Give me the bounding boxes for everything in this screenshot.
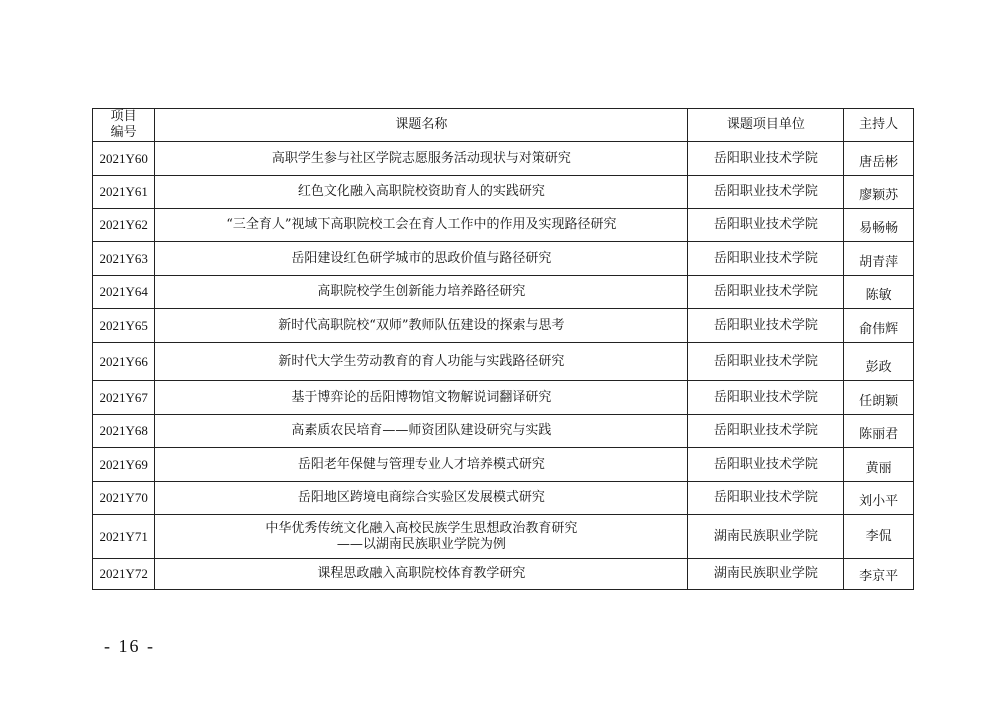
cell-project-title: 课程思政融入高职院校体育教学研究: [155, 559, 688, 590]
cell-project-unit: 岳阳职业技术学院: [688, 482, 844, 515]
cell-project-title: 岳阳建设红色研学城市的思政价值与路径研究: [155, 242, 688, 276]
cell-project-host: 李京平: [844, 559, 914, 590]
cell-project-title: 新时代高职院校“双师”教师队伍建设的探索与思考: [155, 309, 688, 343]
table-row: [93, 415, 914, 448]
cell-project-unit: 岳阳职业技术学院: [688, 142, 844, 176]
project-table: [92, 108, 914, 590]
header-project-host: 主持人: [844, 109, 914, 142]
cell-project-title: 高素质农民培育——师资团队建设研究与实践: [155, 415, 688, 448]
cell-project-id: 2021Y66: [93, 343, 155, 381]
cell-project-id: 2021Y64: [93, 276, 155, 309]
table-row: [93, 343, 914, 381]
cell-project-host: 陈丽君: [844, 415, 914, 448]
cell-project-title: 岳阳地区跨境电商综合实验区发展模式研究: [155, 482, 688, 515]
cell-project-unit: 岳阳职业技术学院: [688, 309, 844, 343]
cell-project-title: 新时代大学生劳动教育的育人功能与实践路径研究: [155, 343, 688, 381]
table-row: [93, 142, 914, 176]
cell-project-unit: 岳阳职业技术学院: [688, 242, 844, 276]
cell-project-unit: 岳阳职业技术学院: [688, 276, 844, 309]
cell-project-host: 彭政: [844, 343, 914, 381]
header-project-id: 项目 编号: [93, 109, 155, 142]
cell-project-title: 基于博弈论的岳阳博物馆文物解说词翻译研究: [155, 381, 688, 415]
cell-project-host: 俞伟辉: [844, 309, 914, 343]
table-row: [93, 209, 914, 242]
table-row: [93, 242, 914, 276]
cell-project-unit: 岳阳职业技术学院: [688, 209, 844, 242]
cell-project-id: 2021Y71: [93, 515, 155, 559]
cell-project-host: 黄丽: [844, 448, 914, 482]
cell-project-id: 2021Y61: [93, 176, 155, 209]
cell-project-id: 2021Y72: [93, 559, 155, 590]
table-row: [93, 482, 914, 515]
cell-project-host: 唐岳彬: [844, 142, 914, 176]
cell-project-host: 廖颖苏: [844, 176, 914, 209]
cell-project-unit: 岳阳职业技术学院: [688, 176, 844, 209]
cell-project-host: 胡青萍: [844, 242, 914, 276]
cell-project-unit: 湖南民族职业学院: [688, 559, 844, 590]
cell-project-title: 高职学生参与社区学院志愿服务活动现状与对策研究: [155, 142, 688, 176]
cell-project-id: 2021Y70: [93, 482, 155, 515]
cell-project-id: 2021Y62: [93, 209, 155, 242]
cell-project-title: 岳阳老年保健与管理专业人才培养模式研究: [155, 448, 688, 482]
cell-project-unit: 岳阳职业技术学院: [688, 415, 844, 448]
table-row: [93, 515, 914, 559]
cell-project-title: 中华优秀传统文化融入高校民族学生思想政治教育研究 ——以湖南民族职业学院为例: [155, 515, 688, 559]
cell-project-unit: 岳阳职业技术学院: [688, 381, 844, 415]
page-number: - 16 -: [104, 636, 155, 656]
table-header-row: [93, 109, 914, 142]
cell-project-title: 高职院校学生创新能力培养路径研究: [155, 276, 688, 309]
header-project-unit: 课题项目单位: [688, 109, 844, 142]
cell-project-id: 2021Y65: [93, 309, 155, 343]
cell-project-id: 2021Y69: [93, 448, 155, 482]
cell-project-title: “三全育人”视域下高职院校工会在育人工作中的作用及实现路径研究: [155, 209, 688, 242]
cell-project-unit: 岳阳职业技术学院: [688, 448, 844, 482]
cell-project-host: 李侃: [844, 515, 914, 559]
cell-project-id: 2021Y60: [93, 142, 155, 176]
cell-project-id: 2021Y63: [93, 242, 155, 276]
cell-project-unit: 湖南民族职业学院: [688, 515, 844, 559]
table-body: [93, 142, 914, 590]
table-row: [93, 176, 914, 209]
cell-project-unit: 岳阳职业技术学院: [688, 343, 844, 381]
header-project-title: 课题名称: [155, 109, 688, 142]
table-row: [93, 448, 914, 482]
cell-project-host: 任朗颖: [844, 381, 914, 415]
cell-project-host: 易畅畅: [844, 209, 914, 242]
cell-project-host: 陈敏: [844, 276, 914, 309]
table-row: [93, 381, 914, 415]
table-row: [93, 309, 914, 343]
table-row: [93, 559, 914, 590]
cell-project-id: 2021Y67: [93, 381, 155, 415]
table-row: [93, 276, 914, 309]
cell-project-title: 红色文化融入高职院校资助育人的实践研究: [155, 176, 688, 209]
cell-project-host: 刘小平: [844, 482, 914, 515]
cell-project-id: 2021Y68: [93, 415, 155, 448]
